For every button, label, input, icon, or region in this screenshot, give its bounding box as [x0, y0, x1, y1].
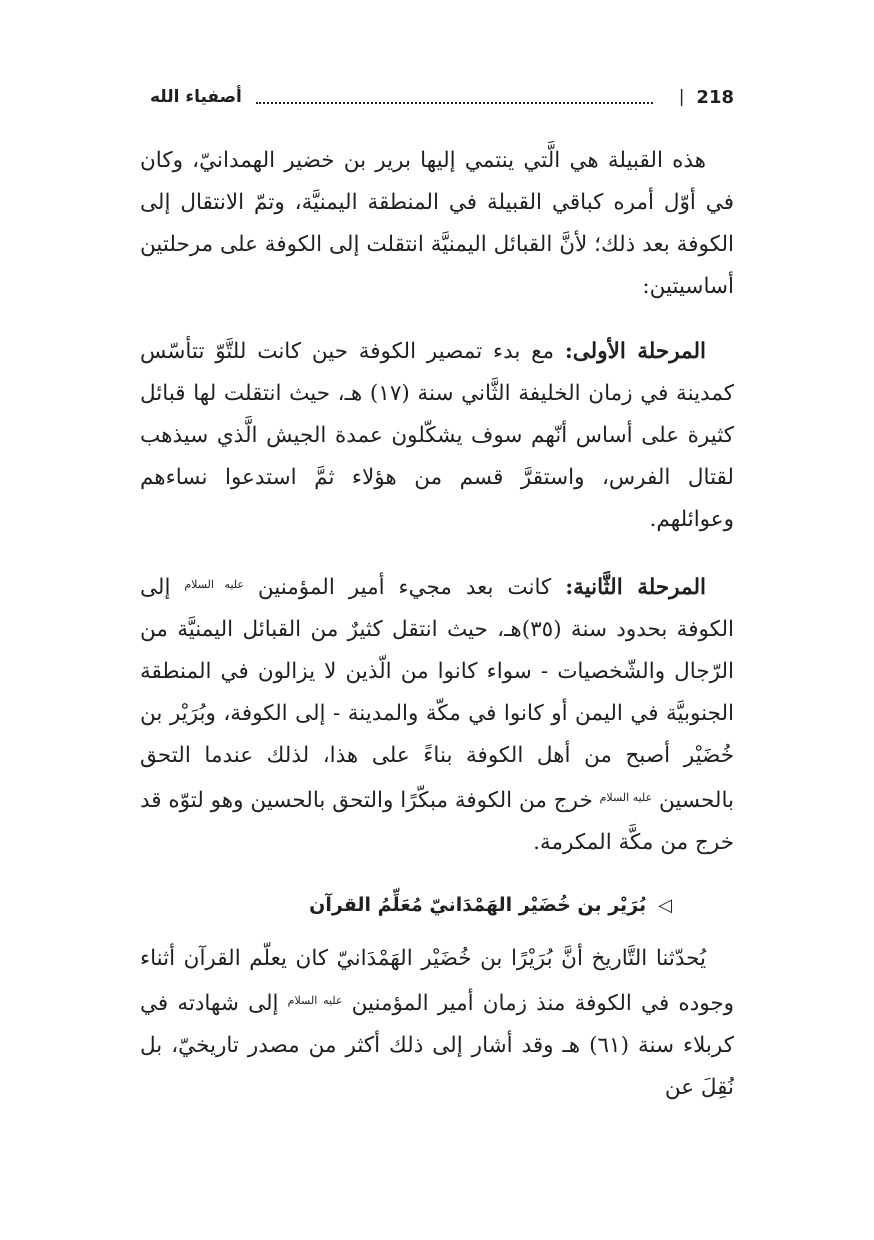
paragraph-3-text-c: خرج من الكوفة مبكّرًا والتحق بالحسين وهو لتوّه قد خرج من مكَّة المكرمة. — [140, 788, 734, 855]
honorific-glyph: عليه السلام — [599, 791, 653, 804]
header-separator: | — [678, 87, 685, 107]
paragraph-4-text-b: إلى شهادته في كربلاء سنة (٦١) هـ وقد أشار إلى ذلك أكثر من مصدر تاريخيّ، بل نُقِلَ عن — [140, 991, 734, 1100]
running-header — [150, 80, 734, 114]
page-body — [140, 140, 734, 1132]
paragraph-2-text: مع بدء تمصير الكوفة حين كانت للتَّوّ تتأسّس كمدينة في زمان الخليفة الثَّاني سنة (١٧) هـ، حيث انتقلت لها قبائل كثيرة على أساس أنّهم سوف يشكّلون عمدة الجيش الَّذي سيذهب لقتال الفرس، واستقرَّ قسم من هؤلاء ثمَّ استدعوا نساءهم وعوائلهم. — [140, 339, 735, 532]
triangle-marker-icon: ◁ — [658, 895, 672, 916]
paragraph-3-text-b: إلى الكوفة بحدود سنة (٣٥)هـ، حيث انتقل كثيرٌ من القبائل اليمنيَّة من الرّجال والشّخصيات - سواء كانوا من الّذين لا يزالون في المنطقة الجنوبيَّة في اليمن أو كانوا في مكّة والمدينة - إلى الكوفة، وبُرَيْر بن خُضَيْر أصبح من أهل الكوفة بناءً على هذا، لذلك عندما التحق بالحسين — [140, 575, 734, 813]
section-heading — [140, 887, 734, 924]
page-number: 218 — [696, 86, 734, 108]
honorific-glyph: عليه السلام — [287, 994, 343, 1007]
section-heading-text: بُرَيْر بن خُضَيْر الهَمْدَانيّ مُعَلِّمُ القرآن — [309, 894, 647, 916]
paragraph-3-lead: المرحلة الثَّانية: — [565, 575, 707, 600]
header-dotted-leader — [256, 100, 653, 104]
paragraph-3-text-a: كانت بعد مجيء أمير المؤمنين — [243, 575, 566, 600]
paragraph-3 — [140, 564, 734, 864]
paragraph-2 — [140, 331, 734, 541]
paragraph-4-text-a: يُحدّثنا التَّاريخ أنَّ بُرَيْرًا بن خُضَيْر الهَمْدَانيّ كان يعلّم القرآن أثناء وجوده في الكوفة منذ زمان أمير المؤمنين — [140, 946, 734, 1016]
book-title: أصفياء الله — [150, 87, 242, 107]
paragraph-4 — [140, 938, 734, 1109]
honorific-glyph: عليه السلام — [184, 578, 244, 591]
paragraph-2-lead: المرحلة الأولى: — [564, 339, 707, 364]
paragraph-1: هذه القبيلة هي الَّتي ينتمي إليها برير بن خضير الهمدانيّ، وكان في أوّل أمره كباقي القبيلة في المنطقة اليمنيَّة، وتمّ الانتقال إلى الكوفة بعد ذلك؛ لأنَّ القبائل اليمنيَّة انتقلت إلى الكوفة على مرحلتين أساسيتين: — [140, 148, 734, 299]
